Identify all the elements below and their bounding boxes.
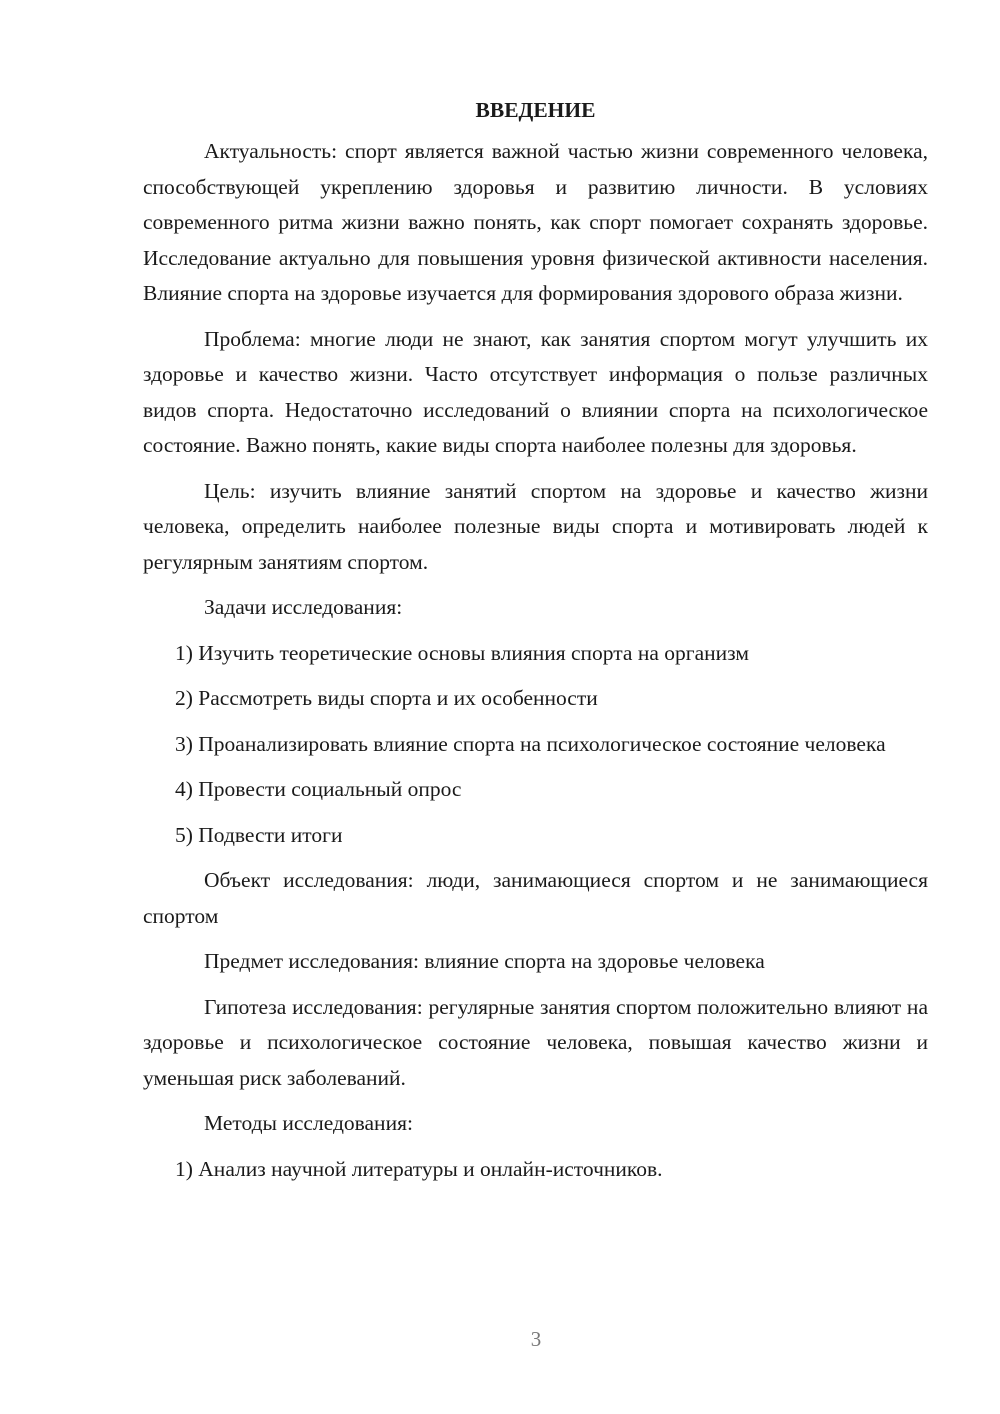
- document-title: ВВЕДЕНИЕ: [475, 98, 596, 122]
- object-paragraph: Объект исследования: люди, занимающиеся спортом и не занимающиеся спортом: [143, 868, 928, 928]
- task-item: 4) Провести социальный опрос: [175, 777, 462, 801]
- methods-heading: Методы исследования:: [204, 1111, 413, 1135]
- task-item: 3) Проанализировать влияние спорта на психологическое состояние человека: [175, 731, 886, 756]
- problem-paragraph: Проблема: многие люди не знают, как занятия спортом могут улучшить их здоровье и качество жизни. Часто отсутствует информация о пользе различных видов спорта. Недостаточно исследований о влиянии спорта на психологическое состояние. Важно понять, какие виды спорта наиболее полезны для здоровья.: [143, 326, 928, 457]
- relevance-paragraph: Актуальность: спорт является важной частью жизни современного человека, способствующей укреплению здоровья и развитию личности. В условиях современного ритма жизни важно понять, как спорт помогает сохранять здоровье. Исследование актуально для повышения уровня физической активности населения. Влияние спорта на здоровье изучается для формирования здорового образа жизни.: [143, 139, 928, 305]
- goal-paragraph: Цель: изучить влияние занятий спортом на здоровье и качество жизни человека, определить наиболее полезные виды спорта и мотивировать людей к регулярным занятиям спортом.: [143, 478, 928, 574]
- page-number: 3: [530, 1327, 542, 1351]
- task-item: 5) Подвести итоги: [175, 822, 343, 847]
- subject-paragraph: Предмет исследования: влияние спорта на здоровье человека: [204, 949, 765, 973]
- method-item: 1) Анализ научной литературы и онлайн-источников.: [175, 1156, 663, 1181]
- hypothesis-paragraph: Гипотеза исследования: регулярные занятия спортом положительно влияют на здоровье и психологическое состояние человека, повышая качество жизни и уменьшая риск заболеваний.: [143, 994, 928, 1090]
- tasks-heading: Задачи исследования:: [204, 595, 403, 619]
- task-item: 2) Рассмотреть виды спорта и их особенности: [175, 686, 598, 710]
- document-page: [143, 93, 928, 1197]
- task-item: 1) Изучить теоретические основы влияния спорта на организм: [175, 640, 749, 665]
